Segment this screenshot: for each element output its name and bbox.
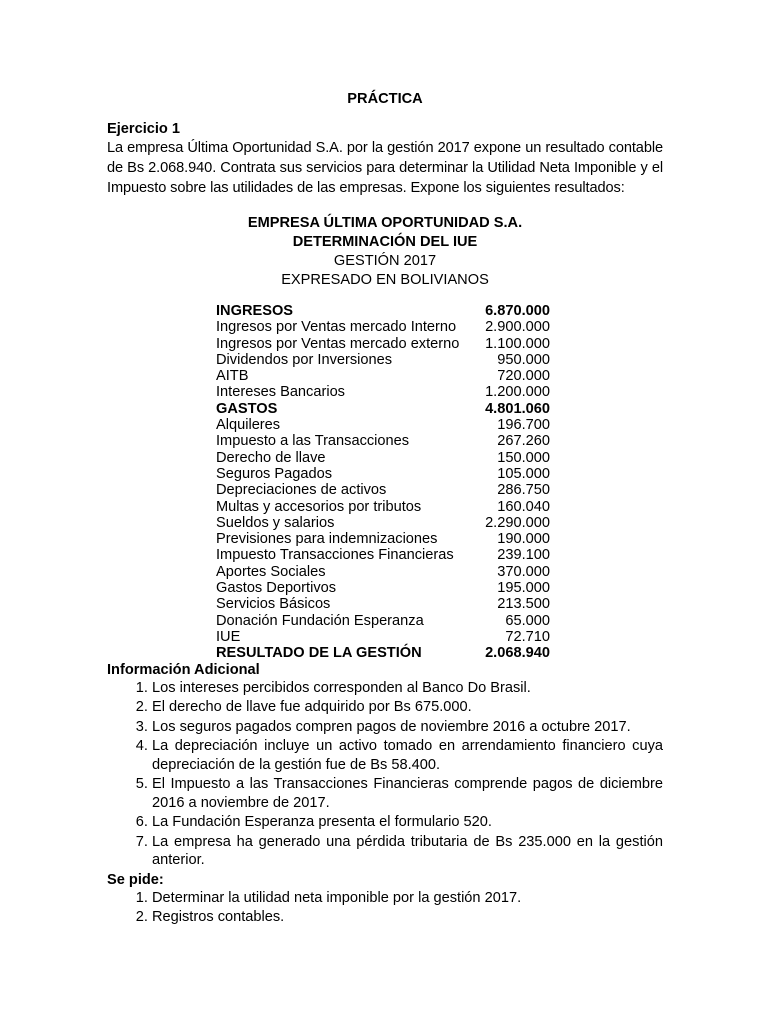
statement-row-value: 190.000 [497,531,550,548]
statement-row-label: Previsiones para indemnizaciones [216,531,438,548]
statement-row-label: Multas y accesorios por tributos [216,498,422,515]
list-item: 6. La Fundación Esperanza presenta el formulario 520. [152,813,663,832]
list-item: 2. Registros contables. [152,908,663,927]
additional-info-heading: Información Adicional [107,661,260,678]
statement-row-label: Aportes Sociales [216,563,326,580]
statement-row [216,336,550,352]
statement-row-value: 239.100 [497,547,550,564]
statement-row-value: 2.290.000 [485,514,550,531]
statement-row [216,352,550,368]
statement-row [216,564,550,580]
statement-row [216,466,550,482]
statement-row [216,482,550,498]
statement-row-label: Sueldos y salarios [216,514,335,531]
statement-row-value: 370.000 [497,563,550,580]
statement-row-label: Seguros Pagados [216,465,333,482]
additional-info-list [107,679,663,870]
statement-row [216,547,550,563]
statement-period: GESTIÓN 2017 [333,253,437,269]
income-statement-table [216,303,550,662]
statement-row-label: Impuesto Transacciones Financieras [216,547,454,564]
statement-row-value: 4.801.060 [485,400,550,417]
statement-row-value: 1.200.000 [485,384,550,401]
list-item: 4. La depreciación incluye un activo tomado en arrendamiento financiero cuya depreciación de la gestión fue de Bs 58.400. [152,737,663,774]
statement-row-value: 105.000 [497,465,550,482]
statement-row-label: Gastos Deportivos [216,580,337,597]
statement-subject: DETERMINACIÓN DEL IUE [292,234,478,250]
statement-row [216,499,550,515]
statement-row-label: GASTOS [216,400,278,417]
statement-row [216,450,550,466]
statement-row-value: 950.000 [497,351,550,368]
statement-row [216,531,550,547]
statement-row-label: Intereses Bancarios [216,384,345,401]
statement-row-label: Servicios Básicos [216,596,331,613]
exercise-intro: La empresa Última Oportunidad S.A. por la gestión 2017 expone un resultado contable de Bs 2.068.940. Contrata sus servicios para determinar la Utilidad Neta Imponible y el Impuesto sobre las utilidades de las empresas. Expone los siguientes resultados: [107,140,663,196]
statement-row-label: Donación Fundación Esperanza [216,612,424,629]
page-title: PRÁCTICA [347,91,423,107]
document-page [107,91,663,928]
statement-row-value: 286.750 [497,482,550,499]
statement-row-label: Impuesto a las Transacciones [216,433,410,450]
list-item: 5. El Impuesto a las Transacciones Financieras comprende pagos de diciembre 2016 a noviembre de 2017. [152,775,663,812]
list-item: 1. Los intereses percibidos corresponden al Banco Do Brasil. [152,679,663,698]
statement-row-label: Alquileres [216,417,281,434]
statement-row [216,580,550,596]
list-item: 1. Determinar la utilidad neta imponible por la gestión 2017. [152,889,663,908]
statement-row [216,596,550,612]
statement-row-label: IUE [216,628,241,645]
statement-row [216,368,550,384]
statement-row [216,645,550,661]
statement-row-value: 72.710 [505,628,550,645]
statement-row-label: RESULTADO DE LA GESTIÓN [216,645,422,662]
requested-list [107,889,663,927]
statement-row-value: 2.900.000 [485,319,550,336]
statement-row-label: Dividendos por Inversiones [216,351,393,368]
statement-row-label: INGRESOS [216,303,294,319]
company-name: EMPRESA ÚLTIMA OPORTUNIDAD S.A. [247,215,523,231]
statement-header [107,214,663,290]
statement-currency: EXPRESADO EN BOLIVIANOS [281,272,489,288]
statement-row-value: 213.500 [497,596,550,613]
statement-row [216,613,550,629]
list-item: 3. Los seguros pagados compren pagos de noviembre 2016 a octubre 2017. [152,718,663,737]
list-item: 2. El derecho de llave fue adquirido por Bs 675.000. [152,698,663,717]
statement-row-value: 6.870.000 [485,303,550,319]
statement-row-value: 2.068.940 [485,645,550,662]
statement-row [216,319,550,335]
statement-row-label: Ingresos por Ventas mercado externo [216,335,460,352]
statement-row-value: 267.260 [497,433,550,450]
statement-row-label: Depreciaciones de activos [216,482,387,499]
statement-row [216,303,550,319]
statement-row-value: 160.040 [497,498,550,515]
statement-row-label: Derecho de llave [216,449,326,466]
statement-row-label: AITB [216,368,249,385]
statement-row [216,433,550,449]
statement-row [216,384,550,400]
exercise-label: Ejercicio 1 [107,121,181,137]
statement-row [216,417,550,433]
statement-row [216,401,550,417]
list-item: 7. La empresa ha generado una pérdida tributaria de Bs 235.000 en la gestión anterior. [152,833,663,870]
statement-row-value: 195.000 [497,580,550,597]
statement-row-value: 150.000 [497,449,550,466]
statement-row-label: Ingresos por Ventas mercado Interno [216,319,457,336]
requested-heading: Se pide: [107,871,164,888]
statement-row-value: 1.100.000 [485,335,550,352]
statement-row [216,629,550,645]
statement-row-value: 720.000 [497,368,550,385]
statement-row-value: 65.000 [505,612,550,629]
statement-row [216,515,550,531]
statement-row-value: 196.700 [497,417,550,434]
